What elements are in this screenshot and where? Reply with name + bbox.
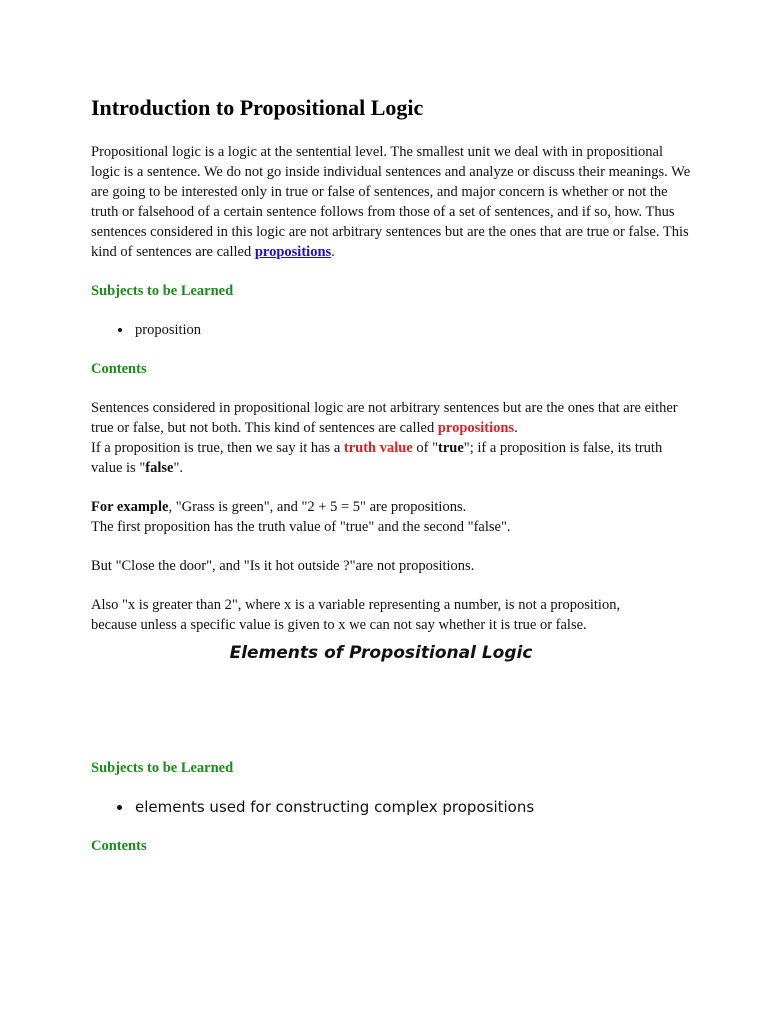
example-text: , "Grass is green", and "2 + 5 = 5" are propositions. [168,499,467,515]
contents-heading-1: Contents [91,361,147,377]
page-title: Introduction to Propositional Logic [91,95,424,120]
intro-text: Propositional logic is a logic at the sentential level. The smallest unit we deal with in propositional logic is a sentence. We do not go inside individual sentences and analyze or discuss their meanings. We are going to be interested only in true or false of sentences, and major concern is whether or not the truth or falsehood of a certain sentence follows from those of a set of sentences, and if so, how. Thus sentences considered in this logic are not arbitrary sentences but are the ones that are true or false. This kind of sentences are called [91,144,691,260]
truth-value-paragraph [91,438,691,478]
false-word: false [145,460,174,476]
example-line-2: The first proposition has the truth value of "true" and the second "false". [91,519,511,535]
section-heading-elements: Elements of Propositional Logic [229,643,533,663]
subjects-heading-2: Subjects to be Learned [91,760,234,776]
contents-heading-2: Contents [91,838,147,854]
subjects-list-2 [91,797,691,817]
true-word: true [438,440,464,456]
subjects-heading-1: Subjects to be Learned [91,283,234,299]
intro-end: . [331,244,335,260]
example-label: For example [91,499,169,515]
truth-value-term: truth value [343,440,413,456]
contents-paragraph-1 [91,398,691,438]
intro-paragraph [91,142,691,262]
subjects-list-1 [91,320,691,340]
document-content [91,93,691,856]
propositions-link[interactable]: propositions [254,244,332,260]
truth-text-d: ". [173,460,183,476]
variable-line-2: because unless a specific value is given to x we can not say whether it is true or false. [91,617,587,633]
list-item: • elements used for constructing complex propositions [133,797,691,817]
truth-text-a: If a proposition is true, then we say it has a [91,440,344,456]
non-propositions-paragraph: But "Close the door", and "Is it hot outside ?"are not propositions. [91,558,475,574]
blank-space [91,665,691,758]
contents-text-1: Sentences considered in propositional logic are not arbitrary sentences but are the ones that are either true or false, but not both. This kind of sentences are called [91,400,678,436]
variable-line-1: Also "x is greater than 2", where x is a variable representing a number, is not a proposition, [91,597,621,613]
truth-text-c: "; if a proposition is false, its truth value is " [91,440,663,476]
truth-text-b: of " [412,440,439,456]
example-paragraph [91,497,691,537]
variable-paragraph [91,595,691,635]
contents-end-1: . [514,420,518,436]
list-item: • proposition [133,320,691,340]
propositions-term: propositions [437,420,515,436]
